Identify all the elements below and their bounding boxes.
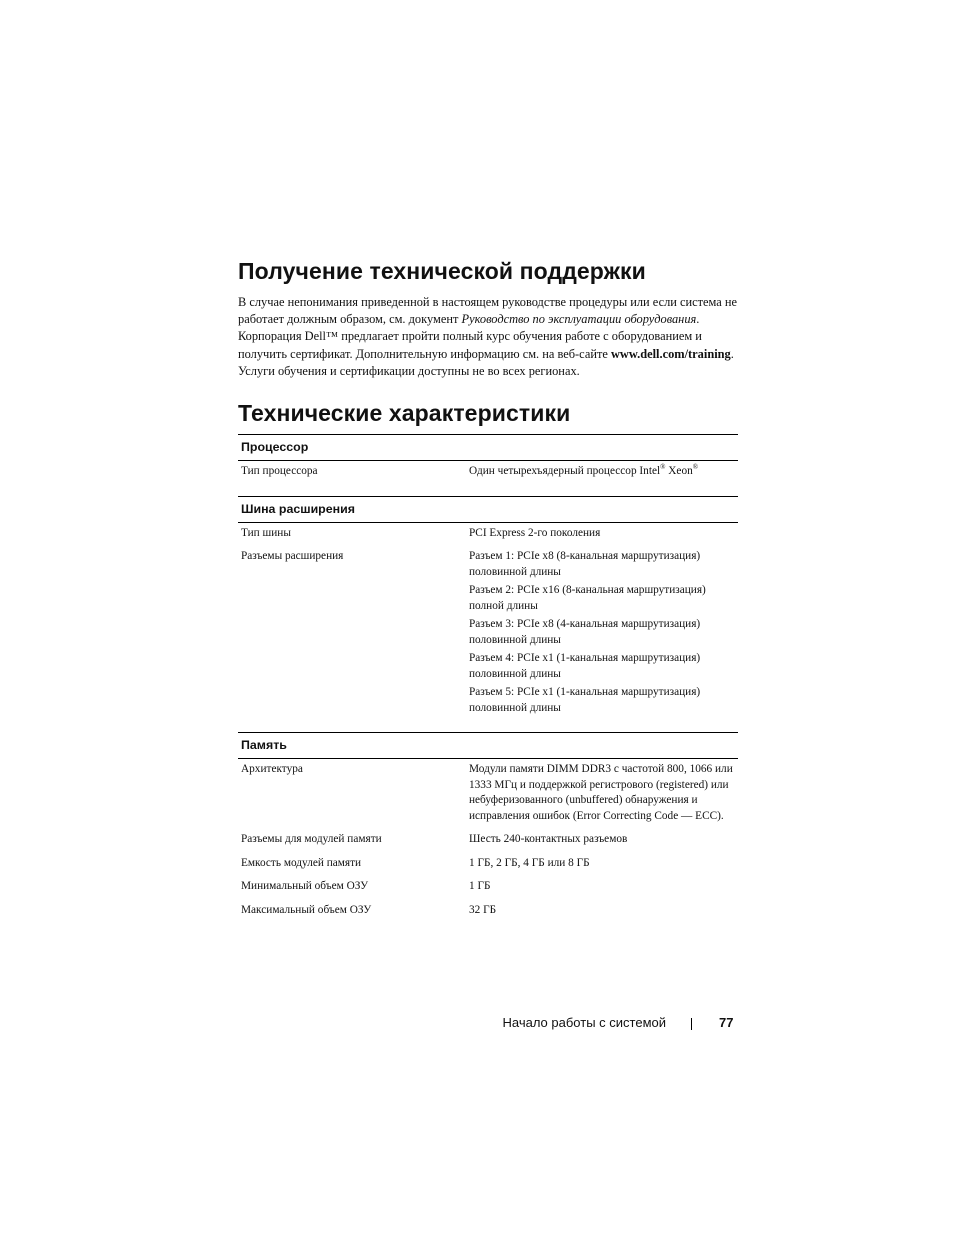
training-url-link[interactable]: www.dell.com/training <box>610 346 731 361</box>
spec-label: Тип процессора <box>241 465 318 478</box>
table-row <box>238 759 738 831</box>
slot-item: Разъем 1: PCIe x8 (8-канальная маршрутизация) половинной длины <box>469 550 701 578</box>
slot-item: Разъем 2: PCIe x16 (8-канальная маршрутизация) полной длины <box>469 584 706 612</box>
spec-value: 1 ГБ, 2 ГБ, 4 ГБ или 8 ГБ <box>469 856 590 869</box>
section-processor <box>238 435 738 461</box>
support-text-1: В случае непонимания приведенной в настоящем руководстве процедуры или если система не работает должным образом, см. документ <box>238 295 738 327</box>
spec-label: Емкость модулей памяти <box>241 856 362 869</box>
section-title: Шина расширения <box>238 496 738 522</box>
spec-value <box>469 461 738 486</box>
specs-table <box>238 434 738 924</box>
page-content <box>238 256 738 924</box>
table-row <box>238 877 738 901</box>
page-number: 77 <box>719 1015 734 1030</box>
spec-value: Шесть 240-контактных разъемов <box>469 833 628 846</box>
support-heading: Получение технической поддержки <box>238 258 646 284</box>
section-memory <box>238 733 738 759</box>
table-row <box>238 830 738 854</box>
spec-label: Максимальный объем ОЗУ <box>241 903 372 916</box>
slot-item: Разъем 4: PCIe x1 (1-канальная маршрутизация) половинной длины <box>469 652 701 680</box>
spec-label: Архитектура <box>241 763 303 776</box>
spec-value: PCI Express 2-го поколения <box>469 526 601 539</box>
registered-mark: ® <box>660 463 666 472</box>
registered-mark: ® <box>692 463 699 472</box>
section-title: Процессор <box>238 435 738 461</box>
spec-value <box>469 547 738 722</box>
spec-label: Разъемы для модулей памяти <box>241 833 382 846</box>
section-title: Память <box>238 733 738 759</box>
table-row <box>238 522 738 547</box>
row-gap <box>238 722 738 733</box>
section-bus <box>238 496 738 522</box>
spec-value: 32 ГБ <box>469 903 497 916</box>
table-row <box>238 854 738 878</box>
specs-heading: Технические характеристики <box>238 400 571 427</box>
table-row <box>238 547 738 722</box>
spec-value: 1 ГБ <box>469 880 491 893</box>
spec-label: Минимальный объем ОЗУ <box>241 880 369 893</box>
footer-title: Начало работы с системой <box>502 1015 666 1030</box>
spec-label: Разъемы расширения <box>241 550 344 563</box>
processor-value-part: Один четырехъядерный процессор Intel <box>469 465 661 478</box>
processor-value-part: Xeon <box>665 465 693 478</box>
table-row <box>238 461 738 486</box>
support-paragraph <box>238 294 738 380</box>
slot-item: Разъем 5: PCIe x1 (1-канальная маршрутизация) половинной длины <box>469 686 701 714</box>
spec-label: Тип шины <box>241 526 291 539</box>
document-title: Руководство по эксплуатации оборудования <box>461 312 697 327</box>
row-gap <box>238 486 738 497</box>
slot-item: Разъем 3: PCIe x8 (4-канальная маршрутизация) половинной длины <box>469 618 701 646</box>
footer-divider <box>691 1018 692 1030</box>
table-row <box>238 901 738 925</box>
spec-value: Модули памяти DIMM DDR3 с частотой 800, 1066 или 1333 МГц и поддержкой регистрового (registered) или небуферизованного (unbuffered) обнаружения и исправления ошибок (Error Correcting Code — ECC). <box>469 763 733 822</box>
support-text-3: . Услуги обучения и сертификации доступны не во всех регионах. <box>238 346 734 378</box>
support-text-2: . Корпорация Dell™ предлагает пройти полный курс обучения работе с оборудованием и получить сертификат. Дополнительную информацию см. на веб-сайте <box>238 312 702 361</box>
